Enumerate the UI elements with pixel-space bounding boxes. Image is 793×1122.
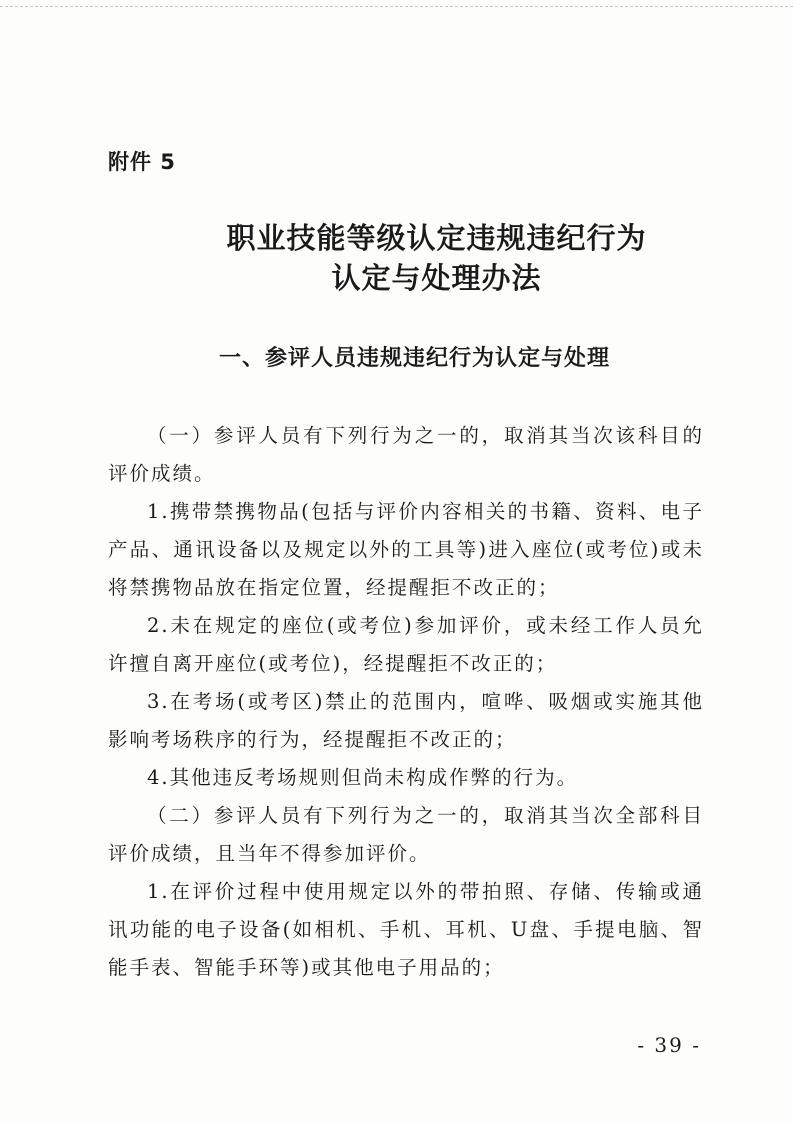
paragraph-7: 1.在评价过程中使用规定以外的带拍照、存储、传输或通讯功能的电子设备(如相机、手机、耳机、U盘、手提电脑、智能手表、智能手环等)或其他电子用品的； bbox=[108, 880, 704, 979]
paragraph-3: 2.未在规定的座位(或考位)参加评价，或未经工作人员允许擅自离开座位(或考位)，经提醒拒不改正的； bbox=[108, 614, 704, 675]
attachment-label: 附件 5 bbox=[108, 150, 176, 174]
paragraph-4: 3.在考场(或考区)禁止的范围内，喧哗、吸烟或实施其他影响考场秩序的行为，经提醒拒不改正的； bbox=[108, 690, 704, 751]
page-number: - 39 - bbox=[637, 1033, 701, 1057]
document-title-line-2: 认定与处理办法 bbox=[331, 261, 542, 295]
page-top-border bbox=[0, 6, 793, 7]
paragraph-1: （一）参评人员有下列行为之一的，取消其当次该科目的评价成绩。 bbox=[108, 424, 704, 485]
section-heading: 一、参评人员违规违纪行为认定与处理 bbox=[218, 346, 610, 371]
body-text bbox=[108, 417, 704, 987]
paragraph-6: （二）参评人员有下列行为之一的，取消其当次全部科目评价成绩，且当年不得参加评价。 bbox=[108, 804, 704, 865]
paragraph-2: 1.携带禁携物品(包括与评价内容相关的书籍、资料、电子产品、通讯设备以及规定以外的工具等)进入座位(或考位)或未将禁携物品放在指定位置，经提醒拒不改正的； bbox=[108, 500, 704, 599]
paragraph-5: 4.其他违反考场规则但尚未构成作弊的行为。 bbox=[147, 766, 579, 789]
document-title-line-1: 职业技能等级认定违规违纪行为 bbox=[226, 221, 647, 255]
